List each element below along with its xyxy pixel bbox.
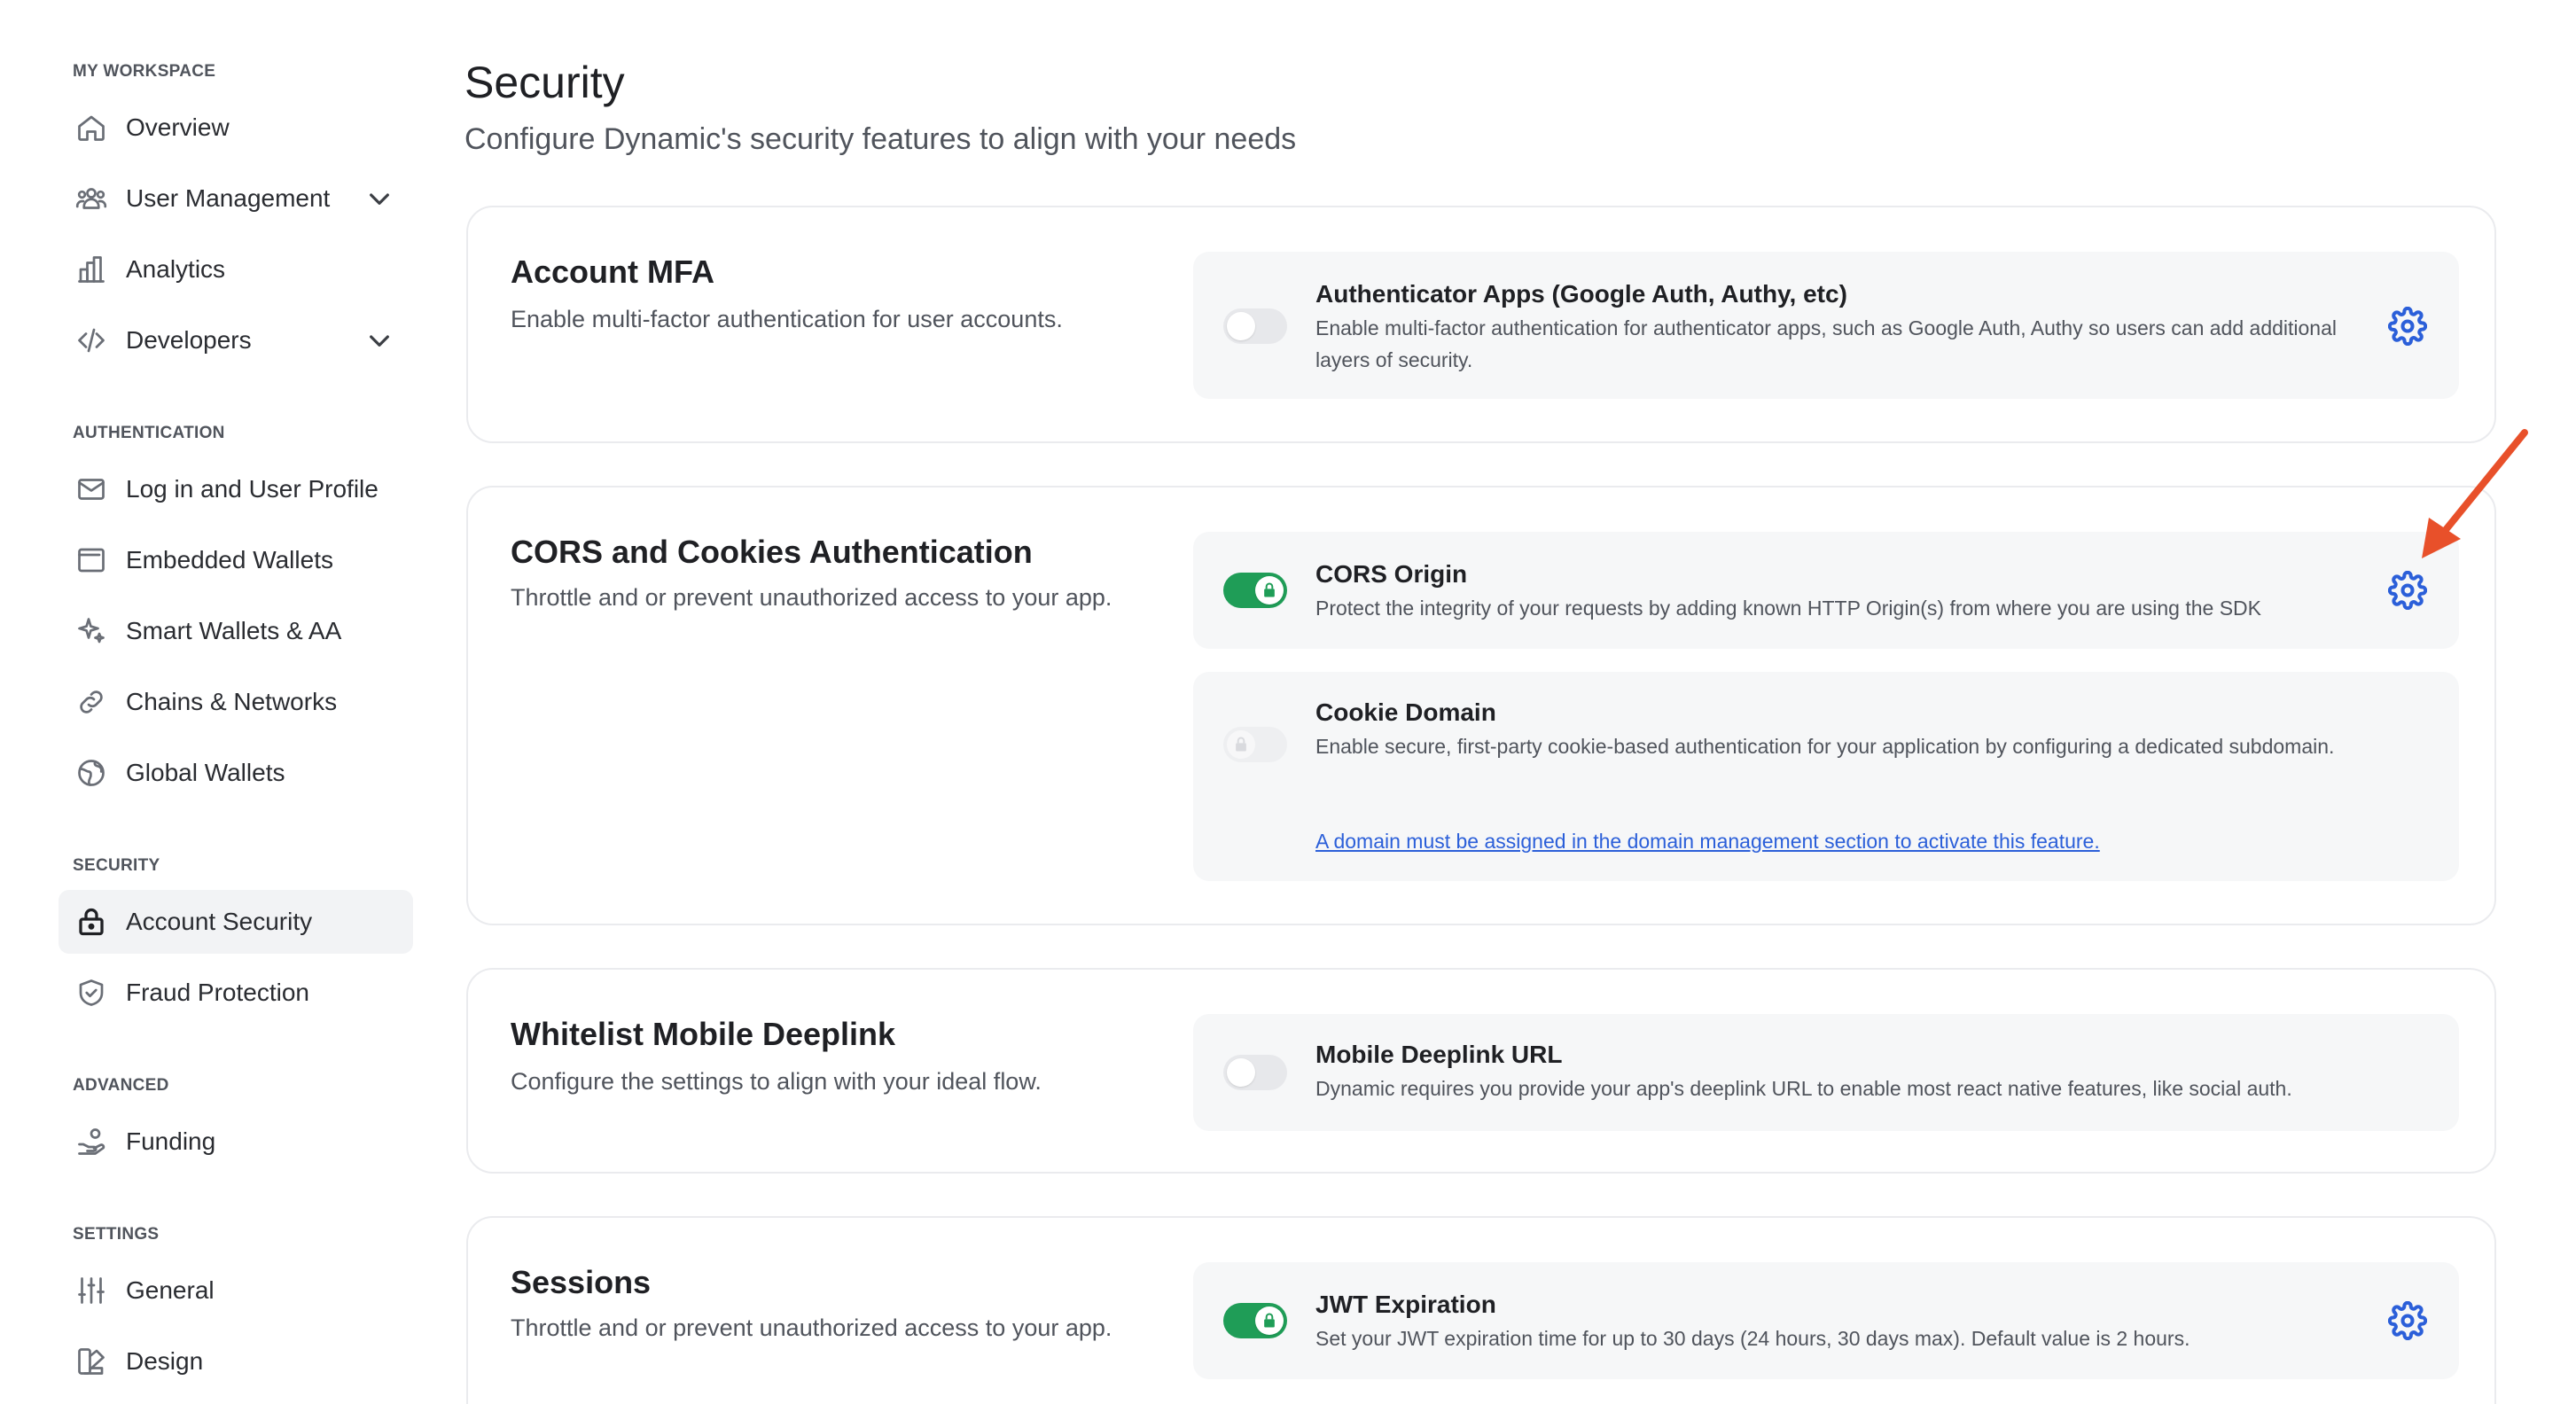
sidebar-item-user-management[interactable] bbox=[59, 167, 413, 230]
page-title: Security bbox=[464, 58, 625, 107]
card-description: Configure the settings to align with your ideal flow. bbox=[511, 1068, 1042, 1095]
section-title-authentication: AUTHENTICATION bbox=[73, 424, 225, 442]
option-title: Mobile Deeplink URL bbox=[1315, 1041, 1563, 1068]
sidebar-item-design[interactable] bbox=[59, 1330, 413, 1393]
card-title: Whitelist Mobile Deeplink bbox=[511, 1016, 896, 1052]
card-title: Sessions bbox=[511, 1264, 652, 1300]
section-title-security: SECURITY bbox=[73, 856, 160, 875]
toggle-knob bbox=[1255, 1306, 1284, 1335]
sidebar-item-label: Analytics bbox=[126, 255, 226, 283]
sidebar-item-overview[interactable] bbox=[59, 96, 413, 160]
toggle-knob bbox=[1227, 730, 1255, 759]
card-description: Enable multi-factor authentication for user accounts. bbox=[511, 306, 1063, 332]
link-icon bbox=[74, 685, 108, 719]
option-title: JWT Expiration bbox=[1315, 1291, 1496, 1318]
option-cors-origin bbox=[1193, 532, 2459, 649]
card-cors-cookies bbox=[466, 486, 2496, 925]
option-description: Enable multi-factor authentication for authenticator apps, such as Google Auth, Authy so users can add additional layers of security. bbox=[1315, 316, 2337, 371]
toggle-knob bbox=[1255, 576, 1284, 604]
option-jwt-expiration bbox=[1193, 1262, 2459, 1379]
option-description: Enable secure, first-party cookie-based authentication for your application by configuring a dedicated subdomain. bbox=[1315, 735, 2335, 758]
card-description: Throttle and or prevent unauthorized access to your app. bbox=[511, 1314, 1112, 1341]
page-subtitle: Configure Dynamic's security features to align with your needs bbox=[464, 122, 1297, 156]
cookie-domain-toggle[interactable] bbox=[1223, 727, 1287, 762]
option-description: Dynamic requires you provide your app's deeplink URL to enable most react native features, like social auth. bbox=[1315, 1077, 2292, 1100]
hand-coins-icon bbox=[74, 1125, 108, 1158]
section-title-settings: SETTINGS bbox=[73, 1225, 160, 1244]
sidebar-item-label: Fraud Protection bbox=[126, 979, 309, 1006]
toggle-knob bbox=[1227, 312, 1255, 340]
sidebar-item-label: Account Security bbox=[126, 908, 313, 935]
sidebar-item-label: Overview bbox=[126, 113, 230, 141]
option-cookie-domain bbox=[1193, 672, 2459, 881]
toggle-knob bbox=[1227, 1058, 1255, 1087]
sidebar-item-label: General bbox=[126, 1276, 215, 1304]
chevron-down-icon[interactable] bbox=[365, 326, 394, 355]
sidebar-item-label: Log in and User Profile bbox=[126, 475, 379, 503]
option-authenticator-apps bbox=[1193, 252, 2459, 399]
lock-icon bbox=[1261, 1312, 1278, 1330]
mobile-deeplink-toggle[interactable] bbox=[1223, 1055, 1287, 1090]
cors-origin-toggle[interactable] bbox=[1223, 573, 1287, 608]
sidebar-item-label: Design bbox=[126, 1347, 204, 1375]
sparkle-icon bbox=[74, 614, 108, 648]
sidebar-item-label: Funding bbox=[126, 1127, 216, 1155]
sidebar bbox=[0, 0, 425, 1404]
lock-icon bbox=[1261, 581, 1278, 599]
sidebar-item-account-security[interactable] bbox=[59, 890, 413, 954]
users-icon bbox=[74, 182, 108, 215]
sidebar-item-label: Chains & Networks bbox=[126, 688, 338, 715]
option-description: Protect the integrity of your requests by adding known HTTP Origin(s) from where you are using the SDK bbox=[1315, 597, 2262, 620]
sidebar-item-chains-networks[interactable] bbox=[59, 670, 413, 734]
bar-chart-icon bbox=[74, 253, 108, 286]
sidebar-item-login-profile[interactable] bbox=[59, 457, 413, 521]
option-mobile-deeplink-url bbox=[1193, 1014, 2459, 1131]
sidebar-item-label: Embedded Wallets bbox=[126, 546, 333, 573]
authenticator-apps-toggle[interactable] bbox=[1223, 308, 1287, 344]
option-description: Set your JWT expiration time for up to 30 days (24 hours, 30 days max). Default value is 2 hours. bbox=[1315, 1327, 2190, 1350]
sidebar-item-label: Smart Wallets & AA bbox=[126, 617, 342, 644]
globe-icon bbox=[74, 756, 108, 790]
gear-icon[interactable] bbox=[2388, 571, 2427, 610]
wallet-icon bbox=[74, 543, 108, 577]
sidebar-item-analytics[interactable] bbox=[59, 238, 413, 301]
section-title-advanced: ADVANCED bbox=[73, 1076, 169, 1095]
shield-check-icon bbox=[74, 976, 108, 1010]
card-title: CORS and Cookies Authentication bbox=[511, 534, 1033, 570]
home-icon bbox=[74, 111, 108, 144]
sidebar-item-developers[interactable] bbox=[59, 308, 413, 372]
card-account-mfa bbox=[466, 206, 2496, 443]
sidebar-item-funding[interactable] bbox=[59, 1110, 413, 1174]
sidebar-item-embedded-wallets[interactable] bbox=[59, 528, 413, 592]
option-title: CORS Origin bbox=[1315, 560, 1468, 588]
annotation-arrow-icon bbox=[2411, 425, 2535, 567]
code-icon bbox=[74, 324, 108, 357]
sidebar-item-general[interactable] bbox=[59, 1259, 413, 1322]
domain-management-link[interactable]: A domain must be assigned in the domain management section to activate this feature. bbox=[1315, 830, 2100, 853]
card-description: Throttle and or prevent unauthorized access to your app. bbox=[511, 584, 1112, 611]
lock-icon bbox=[1232, 736, 1250, 753]
card-sessions bbox=[466, 1216, 2496, 1404]
palette-icon bbox=[74, 1345, 108, 1378]
sidebar-item-smart-wallets[interactable] bbox=[59, 599, 413, 663]
card-title: Account MFA bbox=[511, 254, 714, 290]
option-title: Cookie Domain bbox=[1315, 698, 1496, 726]
sidebar-item-label: Developers bbox=[126, 326, 252, 354]
mail-icon bbox=[74, 472, 108, 506]
card-mobile-deeplink bbox=[466, 968, 2496, 1174]
sliders-icon bbox=[74, 1274, 108, 1307]
lock-icon bbox=[74, 905, 108, 939]
option-title: Authenticator Apps (Google Auth, Authy, etc) bbox=[1315, 280, 1847, 308]
sidebar-item-fraud-protection[interactable] bbox=[59, 961, 413, 1025]
sidebar-item-label: Global Wallets bbox=[126, 759, 285, 786]
chevron-down-icon[interactable] bbox=[365, 184, 394, 213]
sidebar-item-global-wallets[interactable] bbox=[59, 741, 413, 805]
section-title-my-workspace: MY WORKSPACE bbox=[73, 62, 216, 81]
gear-icon[interactable] bbox=[2388, 307, 2427, 346]
gear-icon[interactable] bbox=[2388, 1301, 2427, 1340]
sidebar-item-label: User Management bbox=[126, 184, 331, 212]
jwt-expiration-toggle[interactable] bbox=[1223, 1303, 1287, 1338]
